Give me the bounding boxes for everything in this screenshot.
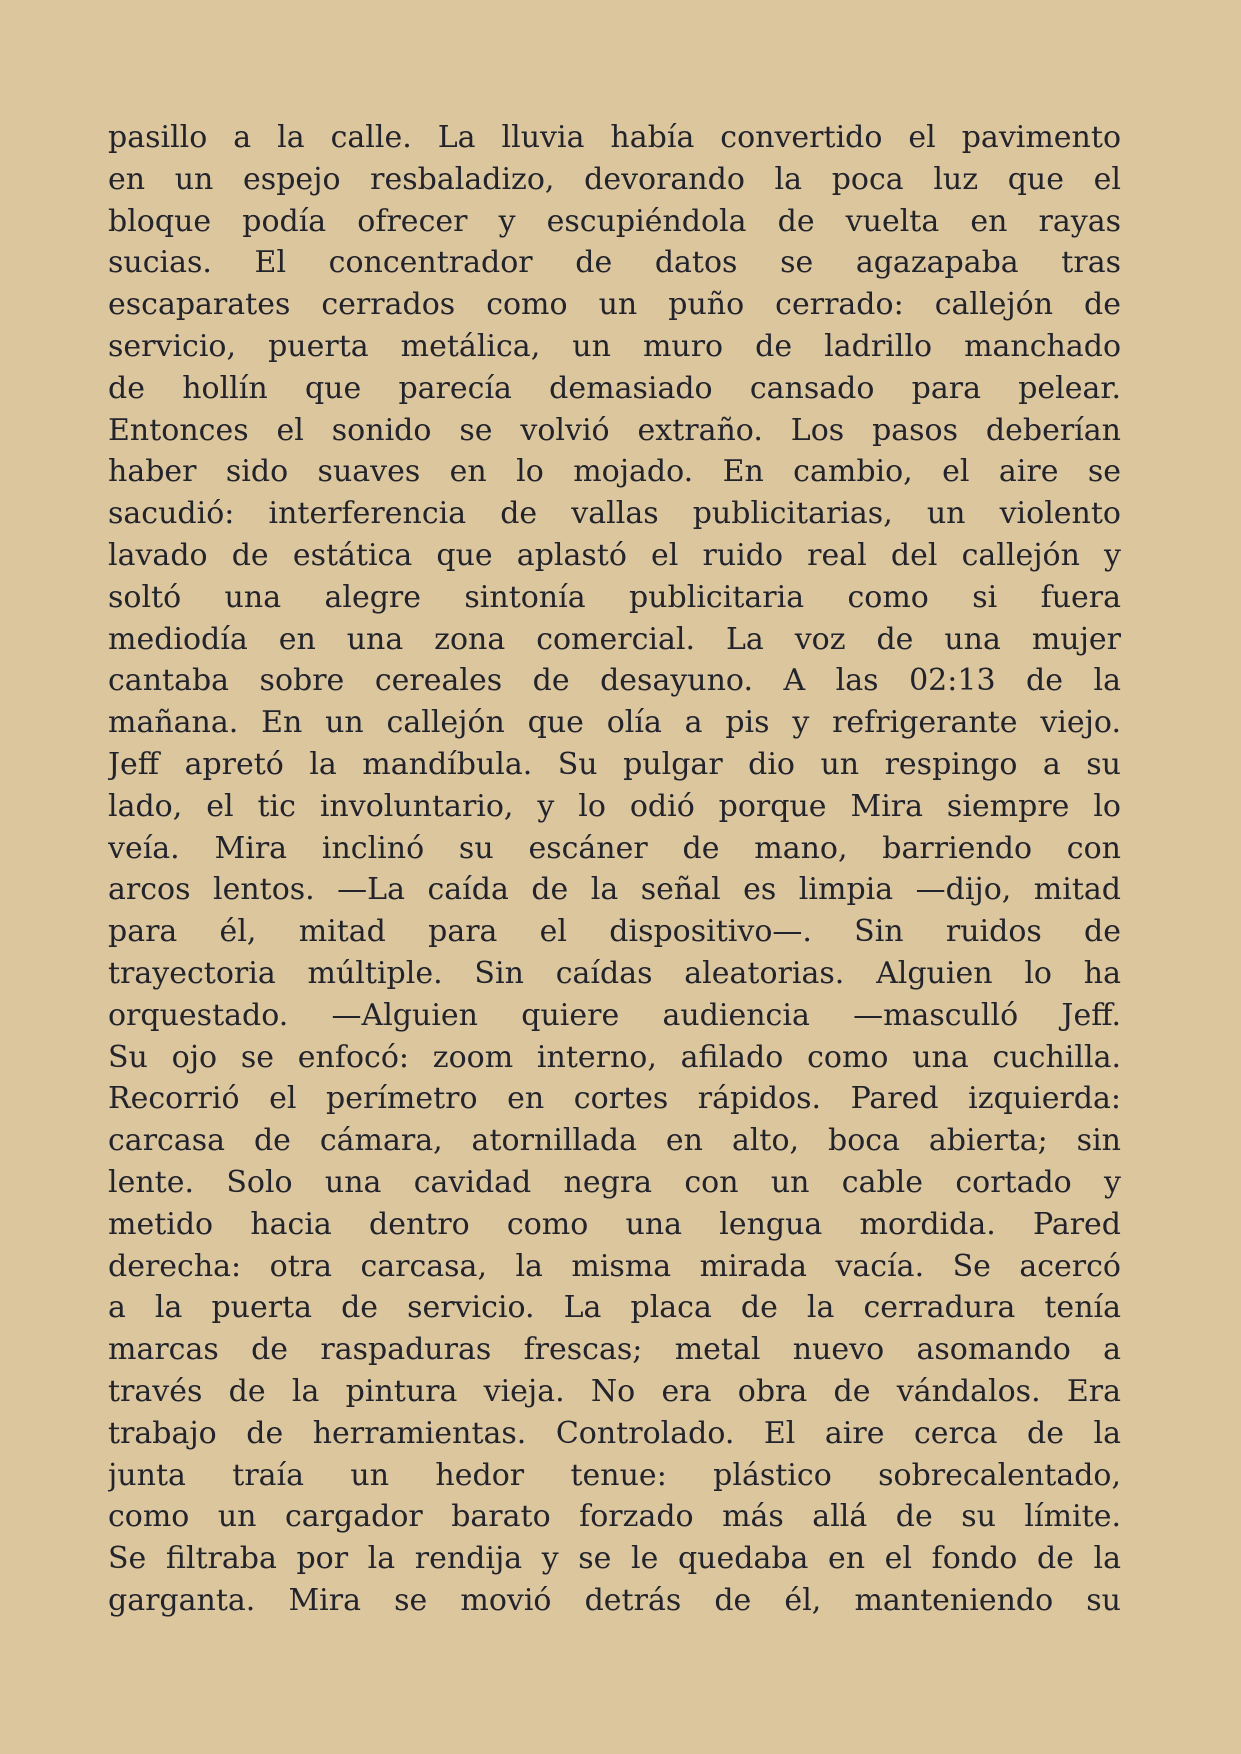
text-line: sacudió: interferencia de vallas publicitarias, un violento bbox=[108, 496, 1121, 532]
text-line: escaparates cerrados como un puño cerrado: callejón de bbox=[108, 287, 1121, 323]
text-line: trabajo de herramientas. Controlado. El aire cerca de la bbox=[108, 1415, 1121, 1451]
text-line: Se filtraba por la rendija y se le quedaba en el fondo de la bbox=[108, 1541, 1121, 1577]
text-line: derecha: otra carcasa, la misma mirada vacía. Se acercó bbox=[108, 1248, 1121, 1284]
text-line: servicio, puerta metálica, un muro de ladrillo manchado bbox=[108, 328, 1121, 364]
text-line: bloque podía ofrecer y escupiéndola de vuelta en rayas bbox=[108, 203, 1121, 239]
text-line: a la puerta de servicio. La placa de la cerradura tenía bbox=[108, 1290, 1121, 1326]
text-line: Jeff apretó la mandíbula. Su pulgar dio un respingo a su bbox=[108, 746, 1121, 782]
text-line: veía. Mira inclinó su escáner de mano, barriendo con bbox=[108, 830, 1121, 866]
text-line: pasillo a la calle. La lluvia había convertido el pavimento bbox=[108, 120, 1121, 155]
text-line: junta traía un hedor tenue: plástico sobrecalentado, bbox=[108, 1457, 1121, 1493]
text-line: mediodía en una zona comercial. La voz de una mujer bbox=[108, 621, 1121, 657]
text-line: trayectoria múltiple. Sin caídas aleatorias. Alguien lo ha bbox=[108, 955, 1121, 991]
text-line: marcas de raspaduras frescas; metal nuevo asomando a bbox=[108, 1332, 1121, 1368]
text-line: través de la pintura vieja. No era obra de vándalos. Era bbox=[108, 1373, 1121, 1409]
text-line: lavado de estática que aplastó el ruido real del callejón y bbox=[108, 537, 1121, 573]
text-line: carcasa de cámara, atornillada en alto, boca abierta; sin bbox=[108, 1123, 1121, 1159]
text-line: soltó una alegre sintonía publicitaria como si fuera bbox=[108, 579, 1121, 615]
text-line: metido hacia dentro como una lengua mordida. Pared bbox=[108, 1206, 1121, 1242]
text-line: de hollín que parecía demasiado cansado para pelear. bbox=[108, 370, 1121, 406]
text-line: mañana. En un callejón que olía a pis y refrigerante viejo. bbox=[108, 705, 1121, 741]
text-line: para él, mitad para el dispositivo—. Sin ruidos de bbox=[108, 914, 1121, 950]
text-line: haber sido suaves en lo mojado. En cambio, el aire se bbox=[108, 454, 1121, 490]
text-line: arcos lentos. —La caída de la señal es limpia —dijo, mitad bbox=[108, 872, 1121, 908]
text-line: en un espejo resbaladizo, devorando la poca luz que el bbox=[108, 161, 1121, 197]
text-line: Recorrió el perímetro en cortes rápidos. Pared izquierda: bbox=[108, 1081, 1121, 1117]
text-line: garganta. Mira se movió detrás de él, manteniendo su bbox=[108, 1582, 1121, 1618]
text-line: Su ojo se enfocó: zoom interno, afilado como una cuchilla. bbox=[108, 1039, 1121, 1075]
text-line: orquestado. —Alguien quiere audiencia —masculló Jeff. bbox=[108, 997, 1121, 1033]
text-line: sucias. El concentrador de datos se agazapaba tras bbox=[108, 245, 1121, 281]
text-line: Entonces el sonido se volvió extraño. Los pasos deberían bbox=[108, 412, 1121, 448]
text-line: cantaba sobre cereales de desayuno. A las 02:13 de la bbox=[108, 663, 1121, 699]
text-line: lente. Solo una cavidad negra con un cable cortado y bbox=[108, 1164, 1121, 1200]
text-line: lado, el tic involuntario, y lo odió porque Mira siempre lo bbox=[108, 788, 1121, 824]
text-line: como un cargador barato forzado más allá de su límite. bbox=[108, 1499, 1121, 1535]
body-text bbox=[108, 117, 1121, 1622]
